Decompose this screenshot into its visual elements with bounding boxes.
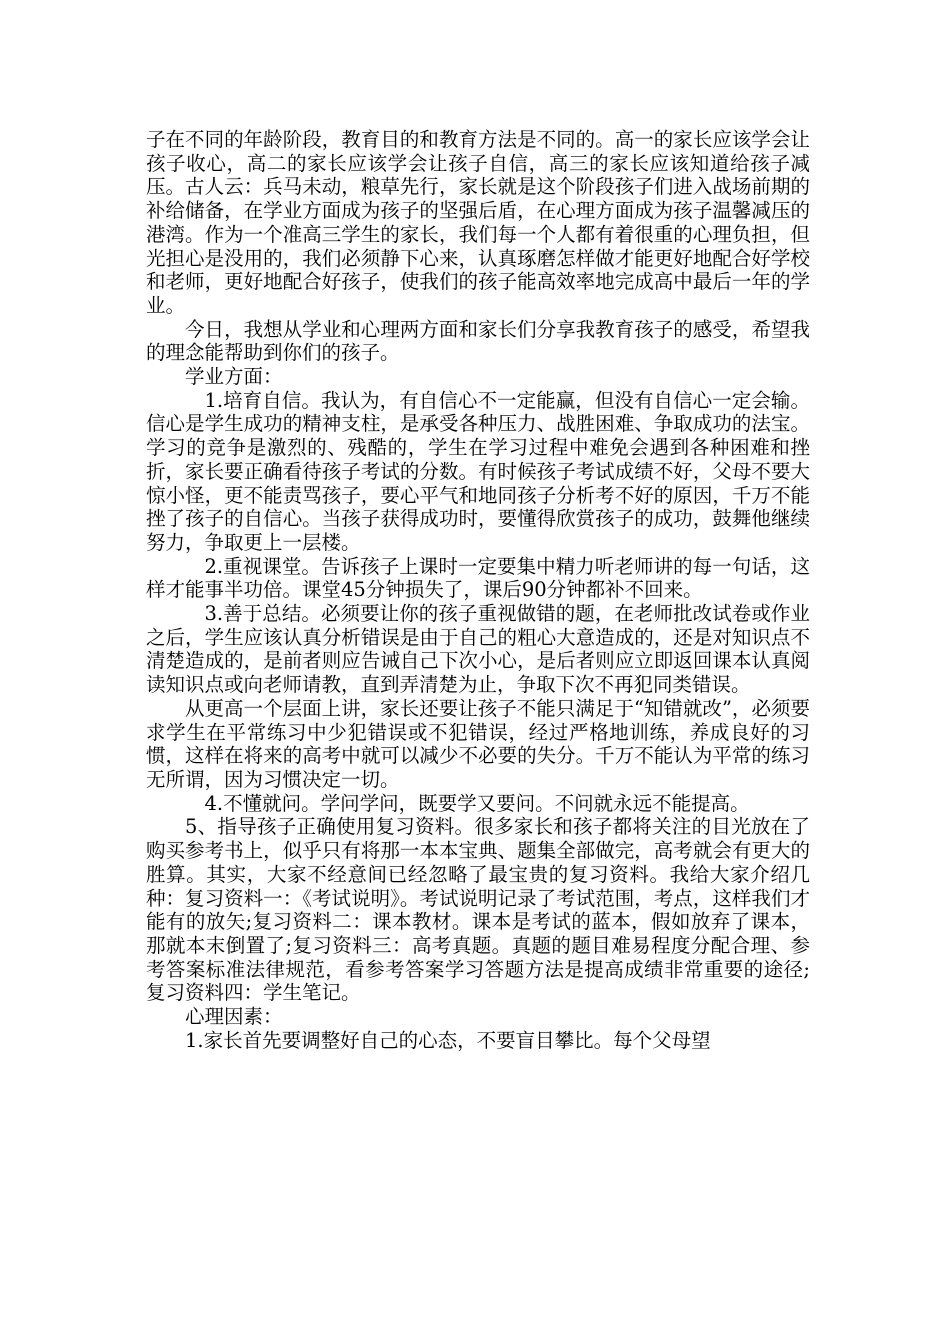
heading-psychology: 心理因素： [185, 1005, 283, 1029]
paragraph-review-materials: 5、指导孩子正确使用复习资料。很多家长和孩子都将关注的目光放在了购买参考书上，似乎只有将那一本本宝典、题集全部做完，高考就会有更大的胜算。其实，大家不经意间已经忽略了最宝贵的复习资料。我给大家介绍几种：复习资料一：《考试说明》。考试说明记录了考试范围，考点，这样我们才能有的放矢;复习资料二：课本教材。课本是考试的蓝本，假如放弃了课本，那就本末倒置了;复习资料三：高考真题。真题的题目难易程度分配合理、参考答案标准法律规范，看参考答案学习答题方法是提高成绩非常重要的途径;复习资料四：学生笔记。 [146, 815, 810, 1005]
document-body [146, 128, 810, 1052]
paragraph-today: 今日，我想从学业和心理两方面和家长们分享我教育孩子的感受，希望我的理念能帮助到你们的孩子。 [146, 317, 810, 365]
paragraph-classroom: 2.重视课堂。告诉孩子上课时一定要集中精力听老师讲的每一句话，这样才能事半功倍。课堂45分钟损失了，课后90分钟都补不回来。 [146, 554, 810, 602]
paragraph-summary: 3.善于总结。必须要让你的孩子重视做错的题，在老师批改试卷或作业之后，学生应该认真分析错误是由于自己的粗心大意造成的，还是对知识点不清楚造成的，是前者则应告诫自己下次小心，是后者则应立即返回课本认真阅读知识点或向老师请教，直到弄清楚为止，争取下次不再犯同类错误。 [146, 602, 810, 697]
paragraph-higher-level: 从更高一个层面上讲，家长还要让孩子不能只满足于“知错就改”，必须要求学生在平常练习中少犯错误或不犯错误，经过严格地训练，养成良好的习惯，这样在将来的高考中就可以减少不必要的失分。千万不能认为平常的练习无所谓，因为习惯决定一切。 [146, 696, 810, 791]
paragraph-intro: 子在不同的年龄阶段，教育目的和教育方法是不同的。高一的家长应该学会让孩子收心，高二的家长应该学会让孩子自信，高三的家长应该知道给孩子减压。古人云：兵马未动，粮草先行，家长就是这个阶段孩子们进入战场前期的补给储备，在学业方面成为孩子的坚强后盾，在心理方面成为孩子温馨减压的港湾。作为一个准高三学生的家长，我们每一个人都有着很重的心理负担，但光担心是没用的，我们必须静下心来，认真琢磨怎样做才能更好地配合好学校和老师，更好地配合好孩子，使我们的孩子能高效率地完成高中最后一年的学业。 [146, 128, 810, 317]
heading-academic: 学业方面： [185, 365, 283, 389]
paragraph-ask: 4.不懂就问。学问学问，既要学又要问。不问就永远不能提高。 [204, 791, 750, 815]
paragraph-confidence: 1.培育自信。我认为，有自信心不一定能赢，但没有自信心一定会输。信心是学生成功的精神支柱，是承受各种压力、战胜困难、争取成功的法宝。学习的竞争是激烈的、残酷的，学生在学习过程中难免会遇到各种困难和挫折，家长要正确看待孩子考试的分数。有时候孩子考试成绩不好，父母不要大惊小怪，更不能责骂孩子，要心平气和地同孩子分析考不好的原因，千万不能挫了孩子的自信心。当孩子获得成功时，要懂得欣赏孩子的成功，鼓舞他继续努力，争取更上一层楼。 [146, 388, 810, 554]
paragraph-parents-mindset: 1.家长首先要调整好自己的心态，不要盲目攀比。每个父母望 [185, 1028, 711, 1052]
